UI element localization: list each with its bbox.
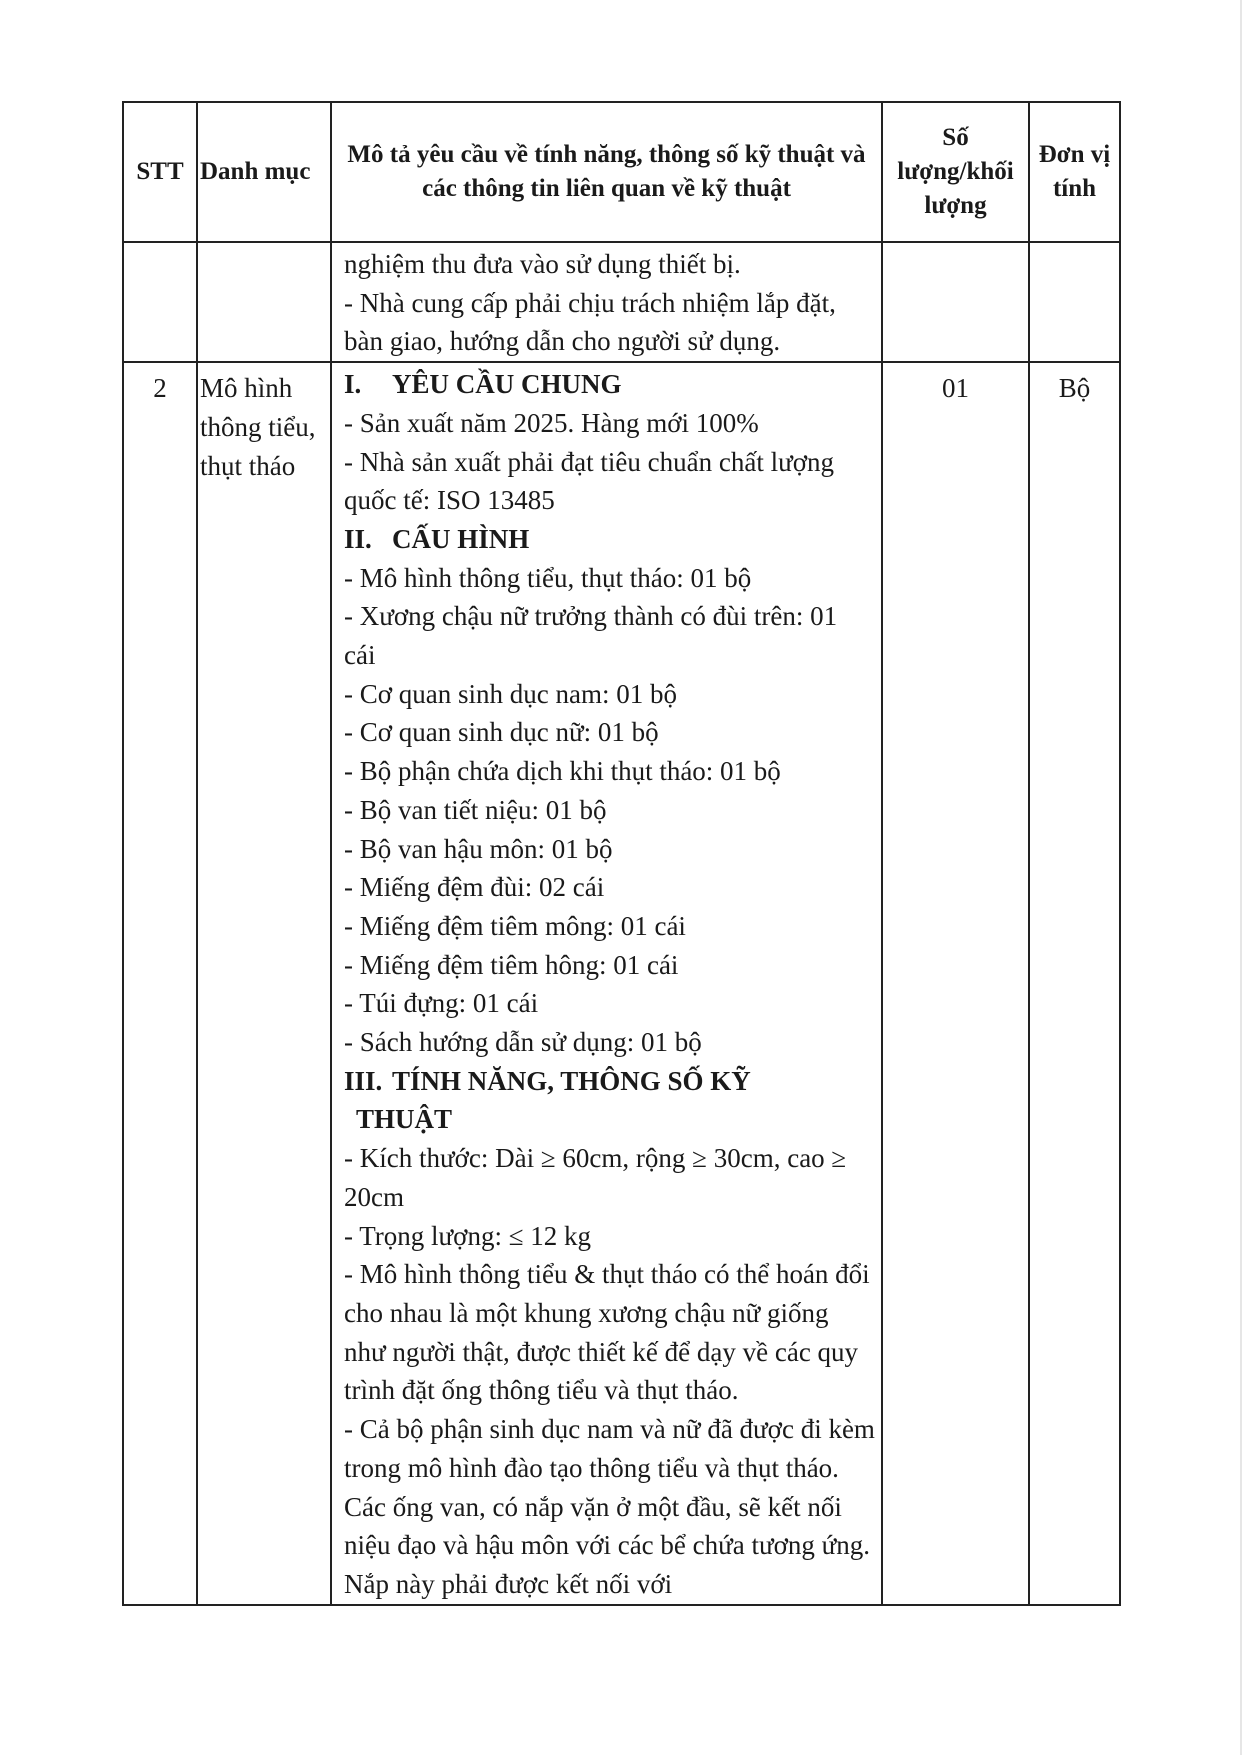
header-quantity: Số lượng/khối lượng: [882, 102, 1029, 242]
spec-line: - Xương chậu nữ trưởng thành có đùi trên: 01 cái: [344, 601, 844, 671]
header-description: Mô tả yêu cầu về tính năng, thông số kỹ thuật và các thông tin liên quan về kỹ thuật: [331, 102, 882, 242]
cont-line: - Nhà cung cấp phải chịu trách nhiệm lắp đặt, bàn giao, hướng dẫn cho người sử dụng.: [344, 287, 843, 357]
cont-category-cell: [197, 242, 331, 362]
section-heading-cont: THUẬT: [356, 1104, 453, 1135]
spec-line: - Kích thước: Dài ≥ 60cm, rộng ≥ 30cm, cao ≥ 20cm: [344, 1143, 853, 1212]
header-stt: STT: [123, 102, 197, 242]
spec-line: - Mô hình thông tiểu, thụt tháo: 01 bộ: [344, 562, 752, 593]
header-unit: Đơn vị tính: [1029, 102, 1120, 242]
continuation-row: [123, 242, 1120, 362]
section-heading: I. YÊU CẦU CHUNG: [344, 369, 622, 400]
cont-quantity-cell: [882, 242, 1029, 362]
item-description: [331, 362, 882, 1605]
cont-stt-cell: [123, 242, 197, 362]
item-category: Mô hình thông tiểu, thụt tháo: [197, 362, 331, 1605]
spec-line: - Túi đựng: 01 cái: [344, 988, 539, 1019]
item-unit: Bộ: [1029, 362, 1120, 1605]
spec-line: - Cả bộ phận sinh dục nam và nữ đã được đi kèm trong mô hình đào tạo thông tiểu và thụt tháo. Các ống van, có nắp vặn ở một đầu, sẽ kết nối niệu đạo và hậu môn với các bể chứa tương ứng. Nắp này phải được kết nối với: [344, 1414, 882, 1599]
section-heading: II. CẤU HÌNH: [344, 523, 530, 554]
spec-line: - Nhà sản xuất phải đạt tiêu chuẩn chất lượng quốc tế: ISO 13485: [344, 446, 841, 516]
spec-line: - Miếng đệm đùi: 02 cái: [344, 872, 605, 903]
spec-line: - Bộ van hậu môn: 01 bộ: [344, 833, 613, 864]
cont-unit-cell: [1029, 242, 1120, 362]
spec-line: - Miếng đệm tiêm hông: 01 cái: [344, 949, 679, 980]
spec-line: - Sản xuất năm 2025. Hàng mới 100%: [344, 407, 759, 438]
spec-line: - Miếng đệm tiêm mông: 01 cái: [344, 910, 686, 941]
header-row: [123, 102, 1120, 242]
cont-line: nghiệm thu đưa vào sử dụng thiết bị.: [344, 249, 741, 279]
cont-description-cell: [331, 242, 882, 362]
header-category: Danh mục: [197, 102, 331, 242]
spec-line: - Cơ quan sinh dục nữ: 01 bộ: [344, 717, 659, 748]
table-row: [123, 362, 1120, 1605]
spec-line: - Cơ quan sinh dục nam: 01 bộ: [344, 678, 677, 709]
spec-line: - Bộ phận chứa dịch khi thụt tháo: 01 bộ: [344, 756, 781, 787]
item-stt: 2: [123, 362, 197, 1605]
section-heading: III. TÍNH NĂNG, THÔNG SỐ KỸ: [344, 1065, 751, 1096]
spec-line: - Sách hướng dẫn sử dụng: 01 bộ: [344, 1027, 702, 1058]
spec-line: - Bộ van tiết niệu: 01 bộ: [344, 794, 607, 825]
spec-table: [122, 101, 1121, 1606]
item-quantity: 01: [882, 362, 1029, 1605]
spec-line: - Mô hình thông tiểu & thụt tháo có thể hoán đổi cho nhau là một khung xương chậu nữ giống như người thật, được thiết kế để dạy về các quy trình đặt ống thông tiểu và thụt tháo.: [344, 1259, 877, 1406]
spec-line: - Trọng lượng: ≤ 12 kg: [344, 1220, 592, 1251]
